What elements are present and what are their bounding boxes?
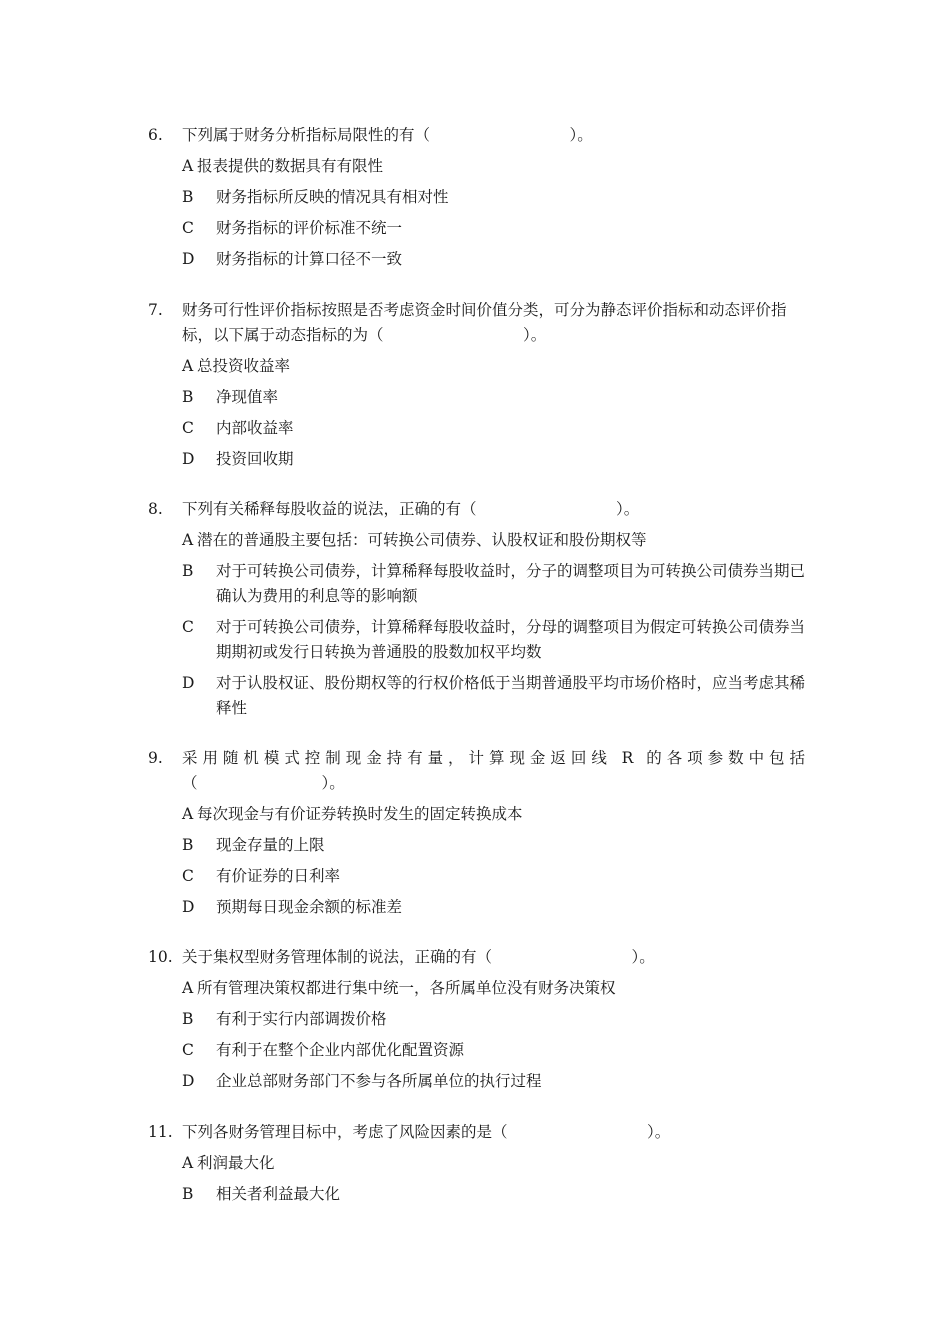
option-text: 投资回收期 [216,450,294,468]
option-b[interactable] [148,1007,808,1032]
option-b[interactable] [148,385,808,410]
option-text: 对于可转换公司债券，计算稀释每股收益时，分子的调整项目为可转换公司债券当期已确认为费用的利息等的影响额 [216,562,806,605]
option-letter: C [182,419,194,437]
option-text: 利润最大化 [197,1154,275,1172]
option-text: 企业总部财务部门不参与各所属单位的执行过程 [216,1072,542,1090]
option-d[interactable] [148,895,808,920]
option-a[interactable] [148,1151,808,1176]
option-letter: B [182,1185,194,1203]
option-letter: A [182,805,194,823]
option-text: 预期每日现金余额的标准差 [216,898,403,916]
option-letter: D [182,1072,195,1090]
option-letter: B [182,1010,194,1028]
question-text: 下列各财务管理目标中，考虑了风险因素的是（ ）。 [182,1123,671,1141]
option-text: 所有管理决策权都进行集中统一，各所属单位没有财务决策权 [197,979,616,997]
option-a[interactable] [148,976,808,1001]
question-number: 8. [148,500,163,518]
option-b[interactable] [148,559,808,609]
option-text: 财务指标的评价标准不统一 [216,219,403,237]
option-text: 有利于实行内部调拨价格 [216,1010,387,1028]
option-text: 报表提供的数据具有有限性 [197,157,384,175]
option-letter: A [182,357,194,375]
option-letter: C [182,867,194,885]
option-letter: A [182,157,194,175]
option-text: 有价证券的日利率 [216,867,341,885]
option-text: 财务指标的计算口径不一致 [216,250,403,268]
option-letter: D [182,450,195,468]
question-text: 下列属于财务分析指标局限性的有（ ）。 [182,126,593,144]
option-text: 相关者利益最大化 [216,1185,341,1203]
option-text: 对于认股权证、股份期权等的行权价格低于当期普通股平均市场价格时，应当考虑其稀释性 [216,674,806,717]
question-stem [148,945,808,970]
question-text: 下列有关稀释每股收益的说法，正确的有（ ）。 [182,500,640,518]
option-d[interactable] [148,447,808,472]
question-stem-continued [148,771,808,796]
option-a[interactable] [148,154,808,179]
option-d[interactable] [148,671,808,721]
option-letter: B [182,836,194,854]
option-c[interactable] [148,864,808,889]
question-10 [148,945,808,1094]
question-7 [148,298,808,472]
option-letter: C [182,618,194,636]
question-text: 关于集权型财务管理体制的说法，正确的有（ ）。 [182,948,655,966]
option-text: 有利于在整个企业内部优化配置资源 [216,1041,465,1059]
question-stem [148,298,808,348]
option-d[interactable] [148,1069,808,1094]
question-number: 9. [148,749,163,767]
option-a[interactable] [148,528,808,553]
option-letter: D [182,674,195,692]
option-text: 财务指标所反映的情况具有相对性 [216,188,449,206]
option-letter: B [182,188,194,206]
option-letter: C [182,1041,194,1059]
option-a[interactable] [148,802,808,827]
option-b[interactable] [148,185,808,210]
question-number: 7. [148,301,163,319]
option-d[interactable] [148,247,808,272]
option-letter: D [182,250,195,268]
option-text: 内部收益率 [216,419,294,437]
question-8 [148,497,808,721]
option-letter: B [182,388,194,406]
option-letter: A [182,979,194,997]
question-6 [148,123,808,272]
question-stem [148,497,808,522]
option-letter: B [182,562,194,580]
option-text: 总投资收益率 [197,357,291,375]
option-b[interactable] [148,1182,808,1207]
question-11 [148,1120,808,1207]
question-stem [148,746,808,771]
option-text: 每次现金与有价证券转换时发生的固定转换成本 [197,805,523,823]
option-text: 对于可转换公司债券，计算稀释每股收益时，分母的调整项目为假定可转换公司债券当期期初或发行日转换为普通股的股数加权平均数 [216,618,806,661]
option-letter: C [182,219,194,237]
question-stem [148,1120,808,1145]
option-letter: A [182,531,194,549]
question-number: 11. [148,1123,173,1141]
question-text-line-2: （ ）。 [182,774,345,792]
option-letter: A [182,1154,194,1172]
option-text: 潜在的普通股主要包括：可转换公司债券、认股权证和股份期权等 [197,531,647,549]
option-a[interactable] [148,354,808,379]
option-text: 净现值率 [216,388,279,406]
option-b[interactable] [148,833,808,858]
question-text-line-1: 采用随机模式控制现金持有量，计算现金返回线 R 的各项参数中包括 [182,749,808,767]
question-text: 财务可行性评价指标按照是否考虑资金时间价值分类，可分为静态评价指标和动态评价指标，以下属于动态指标的为（ ）。 [182,301,787,344]
question-number: 10. [148,948,173,966]
question-number: 6. [148,126,163,144]
option-c[interactable] [148,216,808,241]
question-stem [148,123,808,148]
option-c[interactable] [148,416,808,441]
option-text: 现金存量的上限 [216,836,325,854]
option-c[interactable] [148,615,808,665]
question-9 [148,746,808,920]
option-c[interactable] [148,1038,808,1063]
option-letter: D [182,898,195,916]
